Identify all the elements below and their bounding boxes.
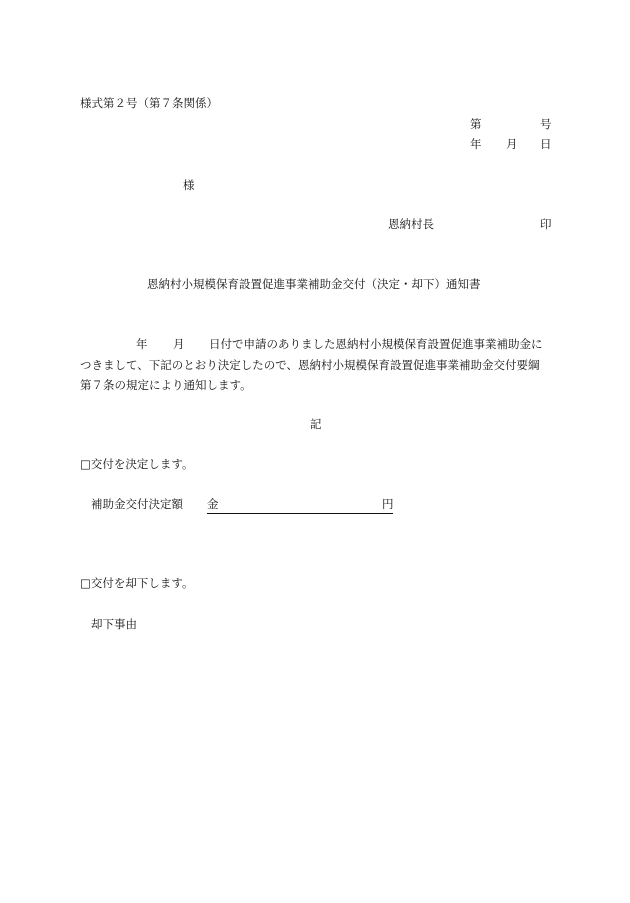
form-label: 様式第２号（第７条関係） [80,96,218,110]
body-year-label: 年 [136,337,148,351]
body-line-2: つきまして、下記のとおり決定したので、恩納村小規模保育設置促進事業補助金交付要綱 [80,358,540,372]
approve-option: □交付を決定します。 [80,457,194,471]
addressee-suffix: 様 [183,178,195,192]
body-month-label: 月 [173,337,185,351]
date-day-label: 日 [540,137,552,151]
body-line-1: 日付で申請のありました恩納村小規模保育設置促進事業補助金に [209,337,543,351]
document-title: 恩納村小規模保育設置促進事業補助金交付（決定・却下）通知書 [147,277,481,291]
amount-underline [207,499,393,514]
date-year-label: 年 [470,137,482,151]
document-number-suffix: 号 [540,117,552,131]
issuer-seal: 印 [540,217,552,231]
amount-prefix: 金 [207,497,219,511]
reject-reason-label: 却下事由 [91,617,137,631]
amount-suffix: 円 [382,497,394,511]
amount-label: 補助金交付決定額 [91,497,183,511]
document-number-prefix: 第 [470,117,482,131]
body-line-3: 第７条の規定により通知します。 [80,378,252,392]
issuer-title: 恩納村長 [388,217,434,231]
reject-option: □交付を却下します。 [80,576,194,590]
ki-heading: 記 [310,417,322,431]
date-month-label: 月 [506,137,518,151]
